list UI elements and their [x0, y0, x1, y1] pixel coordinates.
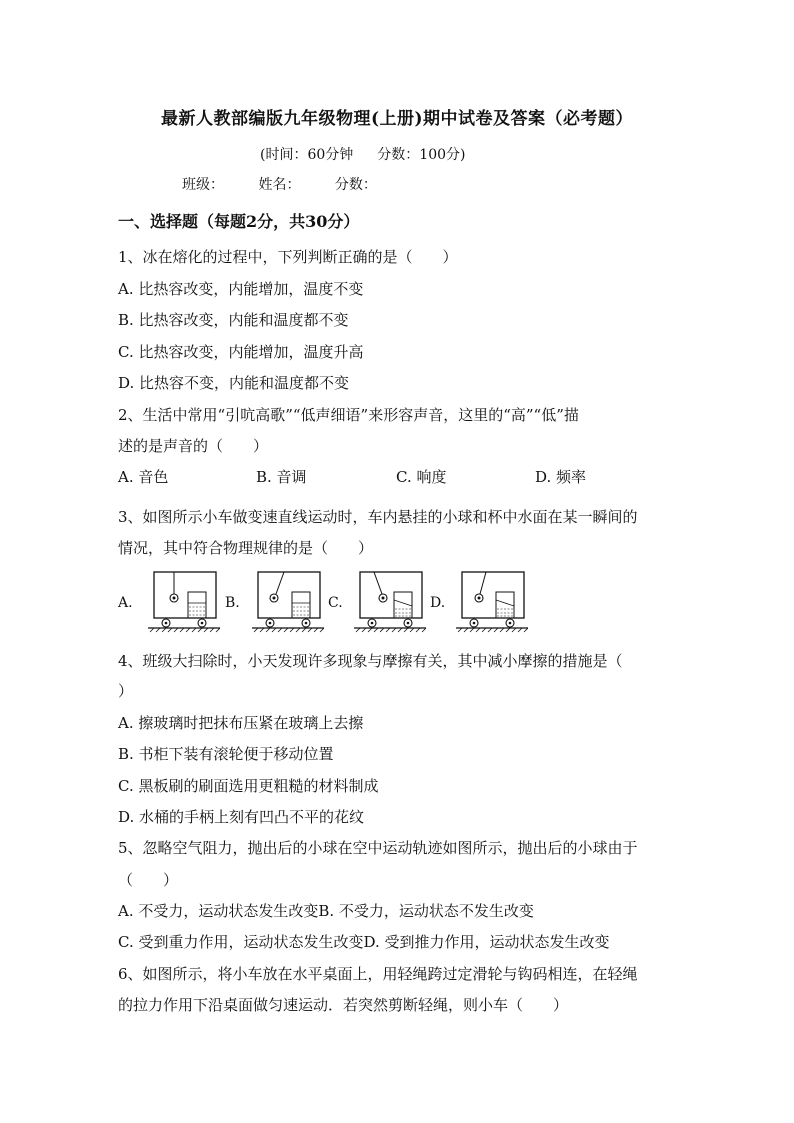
question-1-option-b: B. 比热容改变，内能和温度都不变: [118, 311, 349, 329]
question-6-stem-line2: 的拉力作用下沿桌面做匀速运动．若突然剪断轻绳，则小车（ ）: [118, 996, 569, 1014]
question-2-option-a: A. 音色: [118, 468, 169, 486]
score-label: 分数：: [334, 177, 377, 193]
figure-label-a: A.: [118, 595, 133, 611]
question-1-option-a: A. 比热容改变，内能增加，温度不变: [118, 280, 364, 298]
question-3-stem-line1: 3、如图所示小车做变速直线运动时，车内悬挂的小球和杯中水面在某一瞬间的: [118, 508, 638, 526]
question-4-option-a: A. 擦玻璃时把抹布压紧在玻璃上去擦: [118, 714, 364, 732]
cart-figure-d: [456, 570, 528, 634]
question-5-options-line1: A. 不受力，运动状态发生改变B. 不受力，运动状态不发生改变: [118, 902, 534, 920]
question-3-stem-line2: 情况，其中符合物理规律的是（ ）: [118, 539, 374, 557]
question-2-option-c: C. 响度: [396, 468, 447, 486]
figure-label-b: B.: [225, 595, 240, 611]
figure-label-c: C.: [328, 595, 343, 611]
question-4-option-d: D. 水桶的手柄上刻有凹凸不平的花纹: [118, 808, 365, 826]
class-label: 班级：: [182, 177, 224, 193]
question-1-stem: 1、冰在熔化的过程中，下列判断正确的是（ ）: [118, 248, 458, 266]
question-1-option-c: C. 比热容改变，内能增加，温度升高: [118, 343, 364, 361]
question-2-option-d: D. 频率: [535, 468, 587, 486]
section-heading: 一、选择题（每题2分，共30分）: [118, 212, 360, 231]
question-4-stem-line2: ）: [118, 682, 134, 700]
question-2-options: [118, 466, 586, 487]
total-score-text: 分数：100分): [377, 147, 466, 163]
figure-label-d: D.: [430, 595, 446, 611]
cart-figure-b: [252, 570, 324, 634]
cart-figure-c: [354, 570, 426, 634]
question-5-stem-line2: （ ）: [118, 871, 179, 889]
question-3-figures: [118, 570, 678, 634]
question-2-stem-line2: 述的是声音的（ ）: [118, 437, 269, 455]
cart-figure-a: [148, 570, 220, 634]
time-text: (时间：60分钟: [260, 147, 354, 163]
question-5-stem-line1: 5、忽略空气阻力，抛出后的小球在空中运动轨迹如图所示，抛出后的小球由于: [118, 839, 638, 857]
page-title: 最新人教部编版九年级物理(上册)期中试卷及答案（必考题）: [160, 109, 634, 129]
question-2-option-b: B. 音调: [256, 468, 307, 486]
question-2-stem-line1: 2、生活中常用“引吭高歌”“低声细语”来形容声音，这里的“高”“低”描: [118, 406, 579, 424]
question-1-option-d: D. 比热容不变，内能和温度都不变: [118, 374, 350, 392]
question-4-option-c: C. 黑板刷的刷面选用更粗糙的材料制成: [118, 777, 379, 795]
question-4-option-b: B. 书柜下装有滚轮便于移动位置: [118, 745, 334, 763]
question-5-options-line2: C. 受到重力作用，运动状态发生改变D. 受到推力作用，运动状态发生改变: [118, 933, 610, 951]
exam-subtitle: [260, 144, 465, 164]
question-6-stem-line1: 6、如图所示，将小车放在水平桌面上，用轻绳跨过定滑轮与钩码相连，在轻绳: [118, 965, 638, 983]
student-info: [182, 174, 407, 194]
name-label: 姓名：: [258, 177, 301, 193]
question-4-stem-line1: 4、班级大扫除时，小天发现许多现象与摩擦有关，其中减小摩擦的措施是（: [118, 652, 623, 670]
